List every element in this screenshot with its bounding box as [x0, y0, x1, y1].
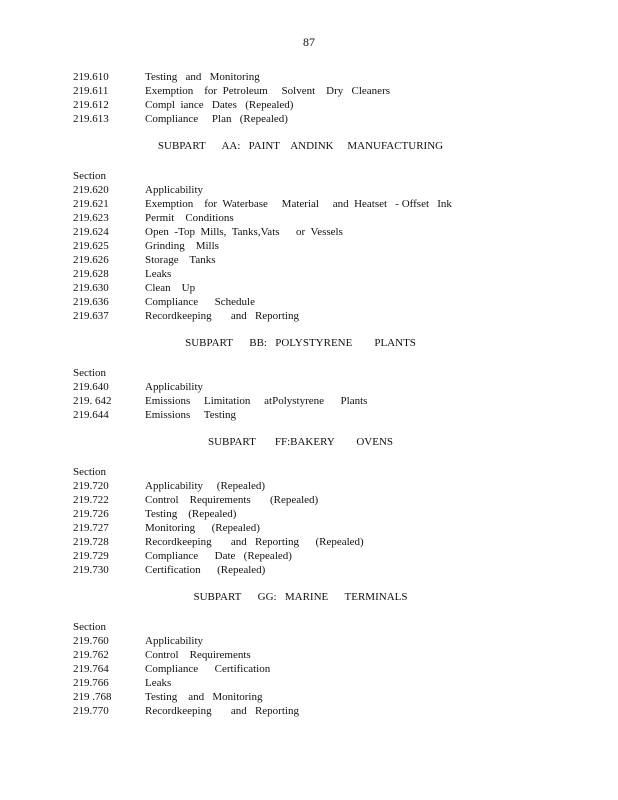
- section-number: 219.630: [73, 282, 109, 294]
- section-title: Exemption for Petroleum Solvent Dry Cleaners: [145, 85, 391, 97]
- section-title: Control Requirements: [145, 649, 251, 661]
- toc-row: [73, 408, 593, 422]
- section-number: 219.722: [73, 494, 109, 506]
- section-number: 219. 642: [73, 395, 112, 407]
- section-title: Compl iance Dates (Repealed): [145, 99, 294, 111]
- toc-row: [73, 253, 593, 267]
- section-title: Grinding Mills: [145, 240, 219, 252]
- section-title: Compliance Date (Repealed): [145, 550, 292, 562]
- section-number: 219.766: [73, 677, 109, 689]
- toc-row: [73, 662, 593, 676]
- section-number: 219.770: [73, 705, 109, 717]
- toc-row: [73, 380, 593, 394]
- section-number: 219.611: [73, 85, 109, 97]
- subpart-heading: SUBPART GG: MARINE TERMINALS: [193, 591, 408, 603]
- toc-row: [73, 507, 593, 521]
- section-title: Leaks: [145, 268, 172, 280]
- section-number: 219.623: [73, 212, 109, 224]
- section-column-label: Section: [73, 466, 106, 478]
- section-number: 219.620: [73, 184, 109, 196]
- section-title: Applicability (Repealed): [145, 480, 266, 492]
- subpart-heading: SUBPART AA: PAINT ANDINK MANUFACTURING: [157, 140, 444, 152]
- subpart-heading: SUBPART BB: POLYSTYRENE PLANTS: [185, 337, 416, 349]
- section-number: 219.729: [73, 550, 109, 562]
- section-column-label: Section: [73, 621, 106, 633]
- section-number: 219.727: [73, 522, 109, 534]
- section-number: 219.728: [73, 536, 109, 548]
- section-number: 219.760: [73, 635, 109, 647]
- section-title: Monitoring (Repealed): [145, 522, 260, 534]
- section-title: Testing and Monitoring: [145, 691, 263, 703]
- subparts-container: [73, 139, 593, 718]
- toc-row: [73, 394, 593, 408]
- toc-row: [73, 112, 593, 126]
- section-title: Permit Conditions: [145, 212, 234, 224]
- subpart-group: [73, 590, 593, 718]
- section-title: Compliance Schedule: [145, 296, 255, 308]
- toc-row: [73, 70, 593, 84]
- section-number: 219.762: [73, 649, 109, 661]
- section-title: Compliance Certification: [145, 663, 271, 675]
- section-title: Recordkeeping and Reporting: [145, 310, 299, 322]
- section-number: 219.730: [73, 564, 109, 576]
- section-number: 219.764: [73, 663, 109, 675]
- section-title: Exemption for Waterbase Material and Heatset - Offset Ink: [145, 198, 452, 210]
- section-number: 219.637: [73, 310, 109, 322]
- page-number: 87: [303, 35, 315, 49]
- toc-row: [73, 183, 593, 197]
- toc-row: [73, 84, 593, 98]
- section-number: 219.625: [73, 240, 109, 252]
- section-number: 219 .768: [73, 691, 112, 703]
- section-number: 219.636: [73, 296, 109, 308]
- section-title: Open -Top Mills, Tanks,Vats or Vessels: [145, 226, 343, 238]
- toc-row: [73, 493, 593, 507]
- toc-row: [73, 225, 593, 239]
- toc-row: [73, 535, 593, 549]
- section-title: Recordkeeping and Reporting (Repealed): [145, 536, 364, 548]
- subpart-group: [73, 336, 593, 422]
- toc-row: [73, 267, 593, 281]
- section-title: Certification (Repealed): [145, 564, 266, 576]
- subpart-heading: SUBPART FF:BAKERY OVENS: [207, 436, 394, 448]
- toc-row: [73, 521, 593, 535]
- section-title: Storage Tanks: [145, 254, 216, 266]
- section-column-label: Section: [73, 367, 106, 379]
- section-title: Applicability: [145, 184, 204, 196]
- section-number: 219.610: [73, 71, 109, 83]
- section-title: Testing and Monitoring: [145, 71, 260, 83]
- section-column-label: Section: [73, 170, 106, 182]
- toc-row: [73, 690, 593, 704]
- toc-row: [73, 211, 593, 225]
- toc-row: [73, 676, 593, 690]
- section-title: Emissions Limitation atPolystyrene Plants: [145, 395, 368, 407]
- section-number: 219.628: [73, 268, 109, 280]
- section-title: Applicability: [145, 381, 204, 393]
- section-number: 219.624: [73, 226, 109, 238]
- section-number: 219.613: [73, 113, 109, 125]
- toc-row: [73, 281, 593, 295]
- toc-row: [73, 549, 593, 563]
- first-block: [73, 70, 593, 126]
- subpart-group: [73, 139, 593, 323]
- section-title: Compliance Plan (Repealed): [145, 113, 288, 125]
- toc-row: [73, 704, 593, 718]
- subpart-group: [73, 435, 593, 577]
- toc-row: [73, 479, 593, 493]
- section-title: Applicability: [145, 635, 204, 647]
- section-number: 219.626: [73, 254, 109, 266]
- section-title: Emissions Testing: [145, 409, 237, 421]
- section-number: 219.621: [73, 198, 109, 210]
- table-of-contents: [73, 70, 593, 718]
- toc-row: [73, 563, 593, 577]
- section-number: 219.644: [73, 409, 109, 421]
- section-number: 219.726: [73, 508, 109, 520]
- toc-row: [73, 648, 593, 662]
- section-title: Clean Up: [145, 282, 196, 294]
- toc-row: [73, 309, 593, 323]
- section-number: 219.640: [73, 381, 109, 393]
- toc-row: [73, 197, 593, 211]
- section-title: Leaks: [145, 677, 172, 689]
- section-title: Control Requirements (Repealed): [145, 494, 319, 506]
- toc-row: [73, 98, 593, 112]
- toc-row: [73, 634, 593, 648]
- section-title: Recordkeeping and Reporting: [145, 705, 299, 717]
- section-number: 219.612: [73, 99, 109, 111]
- toc-row: [73, 295, 593, 309]
- toc-row: [73, 239, 593, 253]
- section-title: Testing (Repealed): [145, 508, 237, 520]
- section-number: 219.720: [73, 480, 109, 492]
